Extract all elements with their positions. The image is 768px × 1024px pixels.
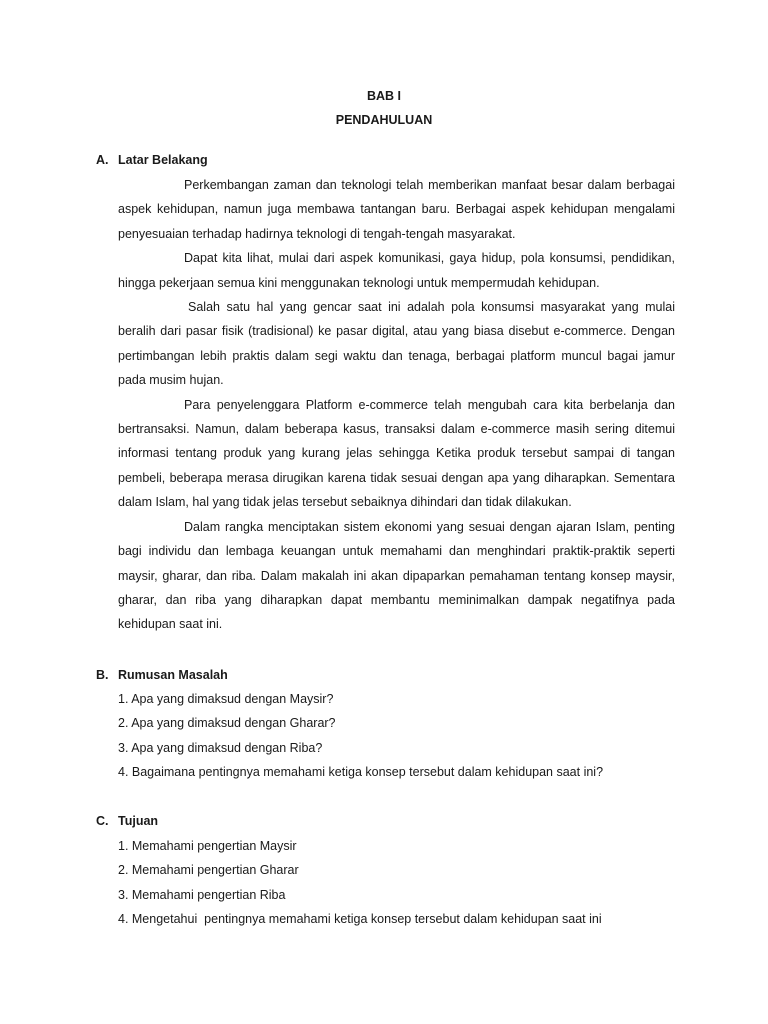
chapter-title: PENDAHULUAN (335, 113, 433, 127)
list-item: 4. Bagaimana pentingnya memahami ketiga konsep tersebut dalam kehidupan saat ini? (118, 765, 604, 780)
paragraph: Perkembangan zaman dan teknologi telah memberikan manfaat besar dalam berbagai aspek kehidupan, namun juga membawa tantangan baru. Berbagai aspek kehidupan mengalami penyesuaian terhadap hadirnya teknologi di tengah-tengah masyarakat. (118, 178, 675, 241)
section-letter: B. (96, 668, 109, 682)
list-item: 1. Apa yang dimaksud dengan Maysir? (118, 692, 334, 706)
section-heading-tujuan (96, 813, 158, 829)
list-item: 1. Memahami pengertian Maysir (118, 839, 297, 853)
section-heading-rumusan-masalah (96, 667, 228, 683)
paragraph: Dalam rangka menciptakan sistem ekonomi yang sesuai dengan ajaran Islam, penting bagi individu dan lembaga keuangan untuk memahami dan menghindari praktik-praktik seperti maysir, gharar, dan riba. Dalam makalah ini akan dipaparkan pemahaman tentang konsep maysir, gharar, dan riba yang diharapkan dapat membantu meminimalkan dampak negatifnya pada kehidupan saat ini. (118, 519, 675, 632)
section-letter: C. (96, 814, 109, 828)
section-title: Tujuan (118, 814, 159, 828)
section-letter: A. (96, 153, 109, 167)
list-item: 2. Memahami pengertian Gharar (118, 863, 299, 878)
list-item: 3. Apa yang dimaksud dengan Riba? (118, 740, 323, 755)
latar-belakang-body (118, 173, 675, 637)
paragraph: Dapat kita lihat, mulai dari aspek komunikasi, gaya hidup, pola konsumsi, pendidikan, hingga pekerjaan semua kini menggunakan teknologi untuk mempermudah kehidupan. (118, 251, 675, 290)
paragraph: Salah satu hal yang gencar saat ini adalah pola konsumsi masyarakat yang mulai beralih dari pasar fisik (tradisional) ke pasar digital, atau yang biasa disebut e-commerce. Dengan pertimbangan lebih praktis dalam segi waktu dan tenaga, berbagai platform muncul bagai jamur pada musim hujan. (118, 300, 675, 388)
chapter-number: BAB I (366, 89, 402, 103)
section-title: Rumusan Masalah (118, 668, 228, 682)
rumusan-masalah-list (118, 687, 698, 785)
list-item: 3. Memahami pengertian Riba (118, 887, 286, 902)
section-title: Latar Belakang (118, 153, 208, 167)
list-item: 4. Mengetahui pentingnya memahami ketiga konsep tersebut dalam kehidupan saat ini (118, 912, 602, 927)
tujuan-list (118, 834, 698, 932)
section-heading-latar-belakang (96, 152, 208, 168)
paragraph: Para penyelenggara Platform e-commerce telah mengubah cara kita berbelanja dan bertransaksi. Namun, dalam beberapa kasus, transaksi dalam e-commerce masih sering ditemui informasi tentang produk yang kurang jelas sehingga Ketika produk tersebut sampai di tangan pembeli, beberapa merasa dirugikan karena tidak sesuai dengan apa yang diharapkan. Sementara dalam Islam, hal yang tidak jelas tersebut sebaiknya dihindari dan tidak dilakukan. (118, 397, 675, 510)
list-item: 2. Apa yang dimaksud dengan Gharar? (118, 716, 336, 731)
